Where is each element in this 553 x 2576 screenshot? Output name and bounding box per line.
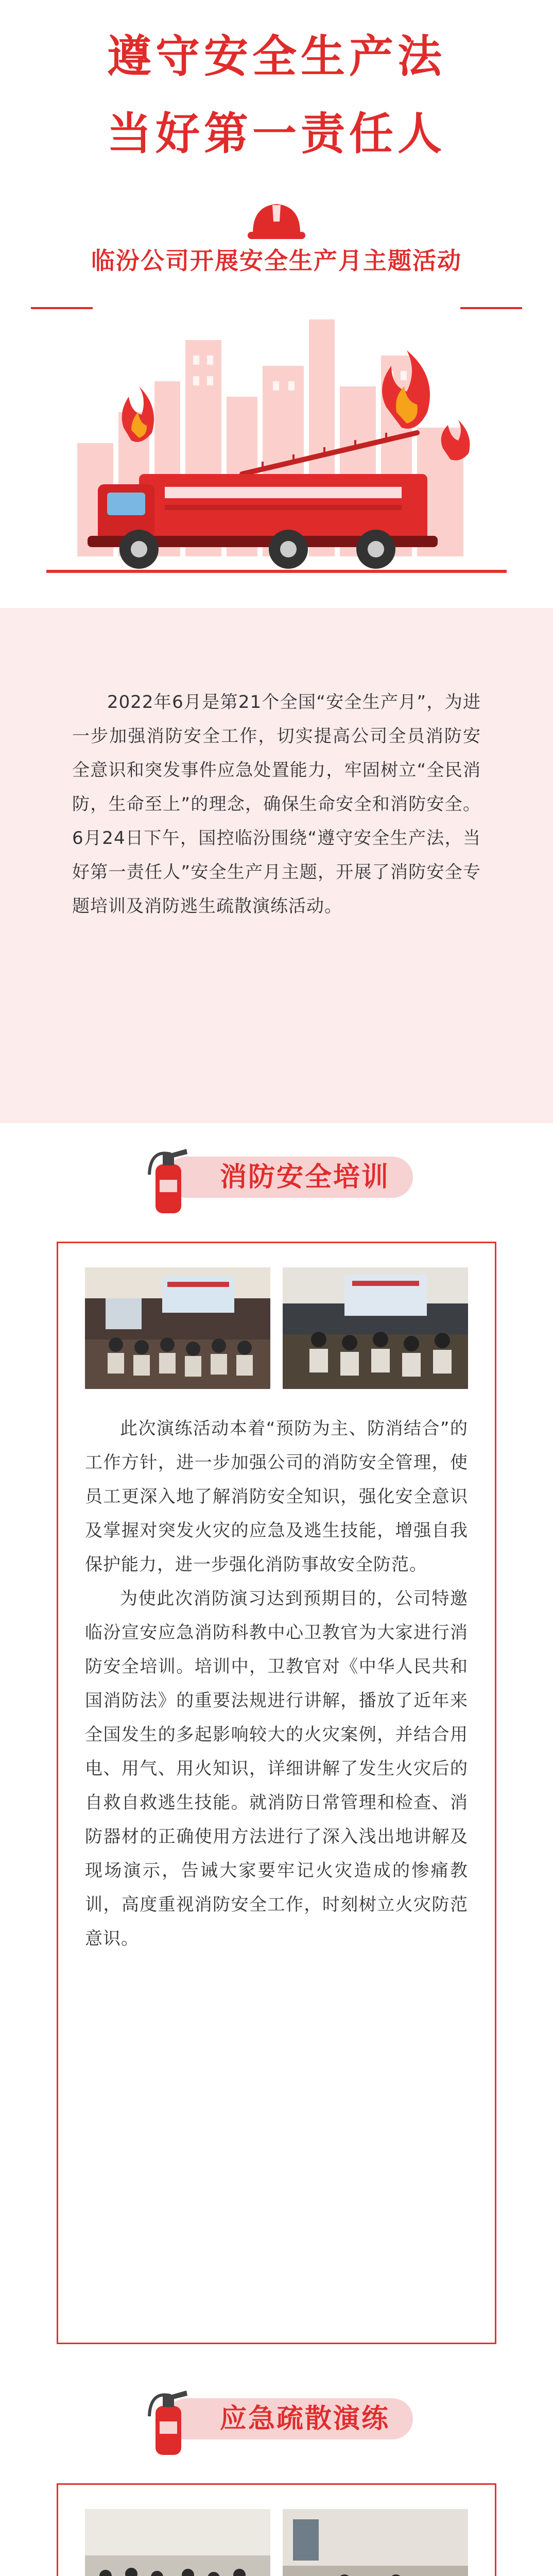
training-photo-1 [85,1267,270,1389]
evacuation-photo-2 [283,2509,468,2576]
evacuation-photo-1 [85,2509,270,2576]
section-banner-evacuation [109,2380,444,2458]
page-subtitle: 临汾公司开展安全生产月主题活动 [91,247,462,275]
training-photo-2 [283,1267,468,1389]
training-text [85,1412,468,1956]
page-title-line1: 遵守安全生产法 [107,31,446,82]
page-title-line2: 当好第一责任人 [107,108,446,160]
fire-truck-illustration [46,309,507,598]
section-banner-training [109,1139,444,1216]
training-paragraph-2: 为使此次消防演习达到预期目的，公司特邀临汾宣安应急消防科教中心卫教官为大家进行消防安全培训。培训中，卫教官对《中华人民共和国消防法》的重要法规进行讲解，播放了近年来全国发生的多起影响较大的火灾案例，并结合用电、用气、用火知识，详细讲解了发生火灾后的自救自救逃生技能。就消防日常管理和检查、消防器材的正确使用方法进行了深入浅出地讲解及现场演示，告诫大家要牢记火灾造成的惨痛教训，高度重视消防安全工作，时刻树立火灾防范意识。 [85,1588,468,1949]
training-paragraph-1: 此次演练活动本着“预防为主、防消结合”的工作方针，进一步加强公司的消防安全管理，使员工更深入地了解消防安全知识，强化安全意识及掌握对突发火灾的应急及逃生技能，增强自我保护能力，进一步强化消防事故安全防范。 [85,1418,468,1575]
safety-helmet-icon [246,196,307,245]
fire-extinguisher-icon [140,2380,197,2458]
section-title-evacuation: 应急疏散演练 [219,2403,390,2434]
section-title-training: 消防安全培训 [219,1162,390,1193]
fire-extinguisher-icon [140,1139,197,1216]
intro-paragraph: 2022年6月是第21个全国“安全生产月”，为进一步加强消防安全工作，切实提高公司全员消防安全意识和突发事件应急处置能力，牢固树立“全民消防，生命至上”的理念，确保生命安全和消防安全。6月24日下午，国控临汾围绕“遵守安全生产法，当好第一责任人”安全生产月主题，开展了消防安全专题培训及消防逃生疏散演练活动。 [72,692,481,917]
